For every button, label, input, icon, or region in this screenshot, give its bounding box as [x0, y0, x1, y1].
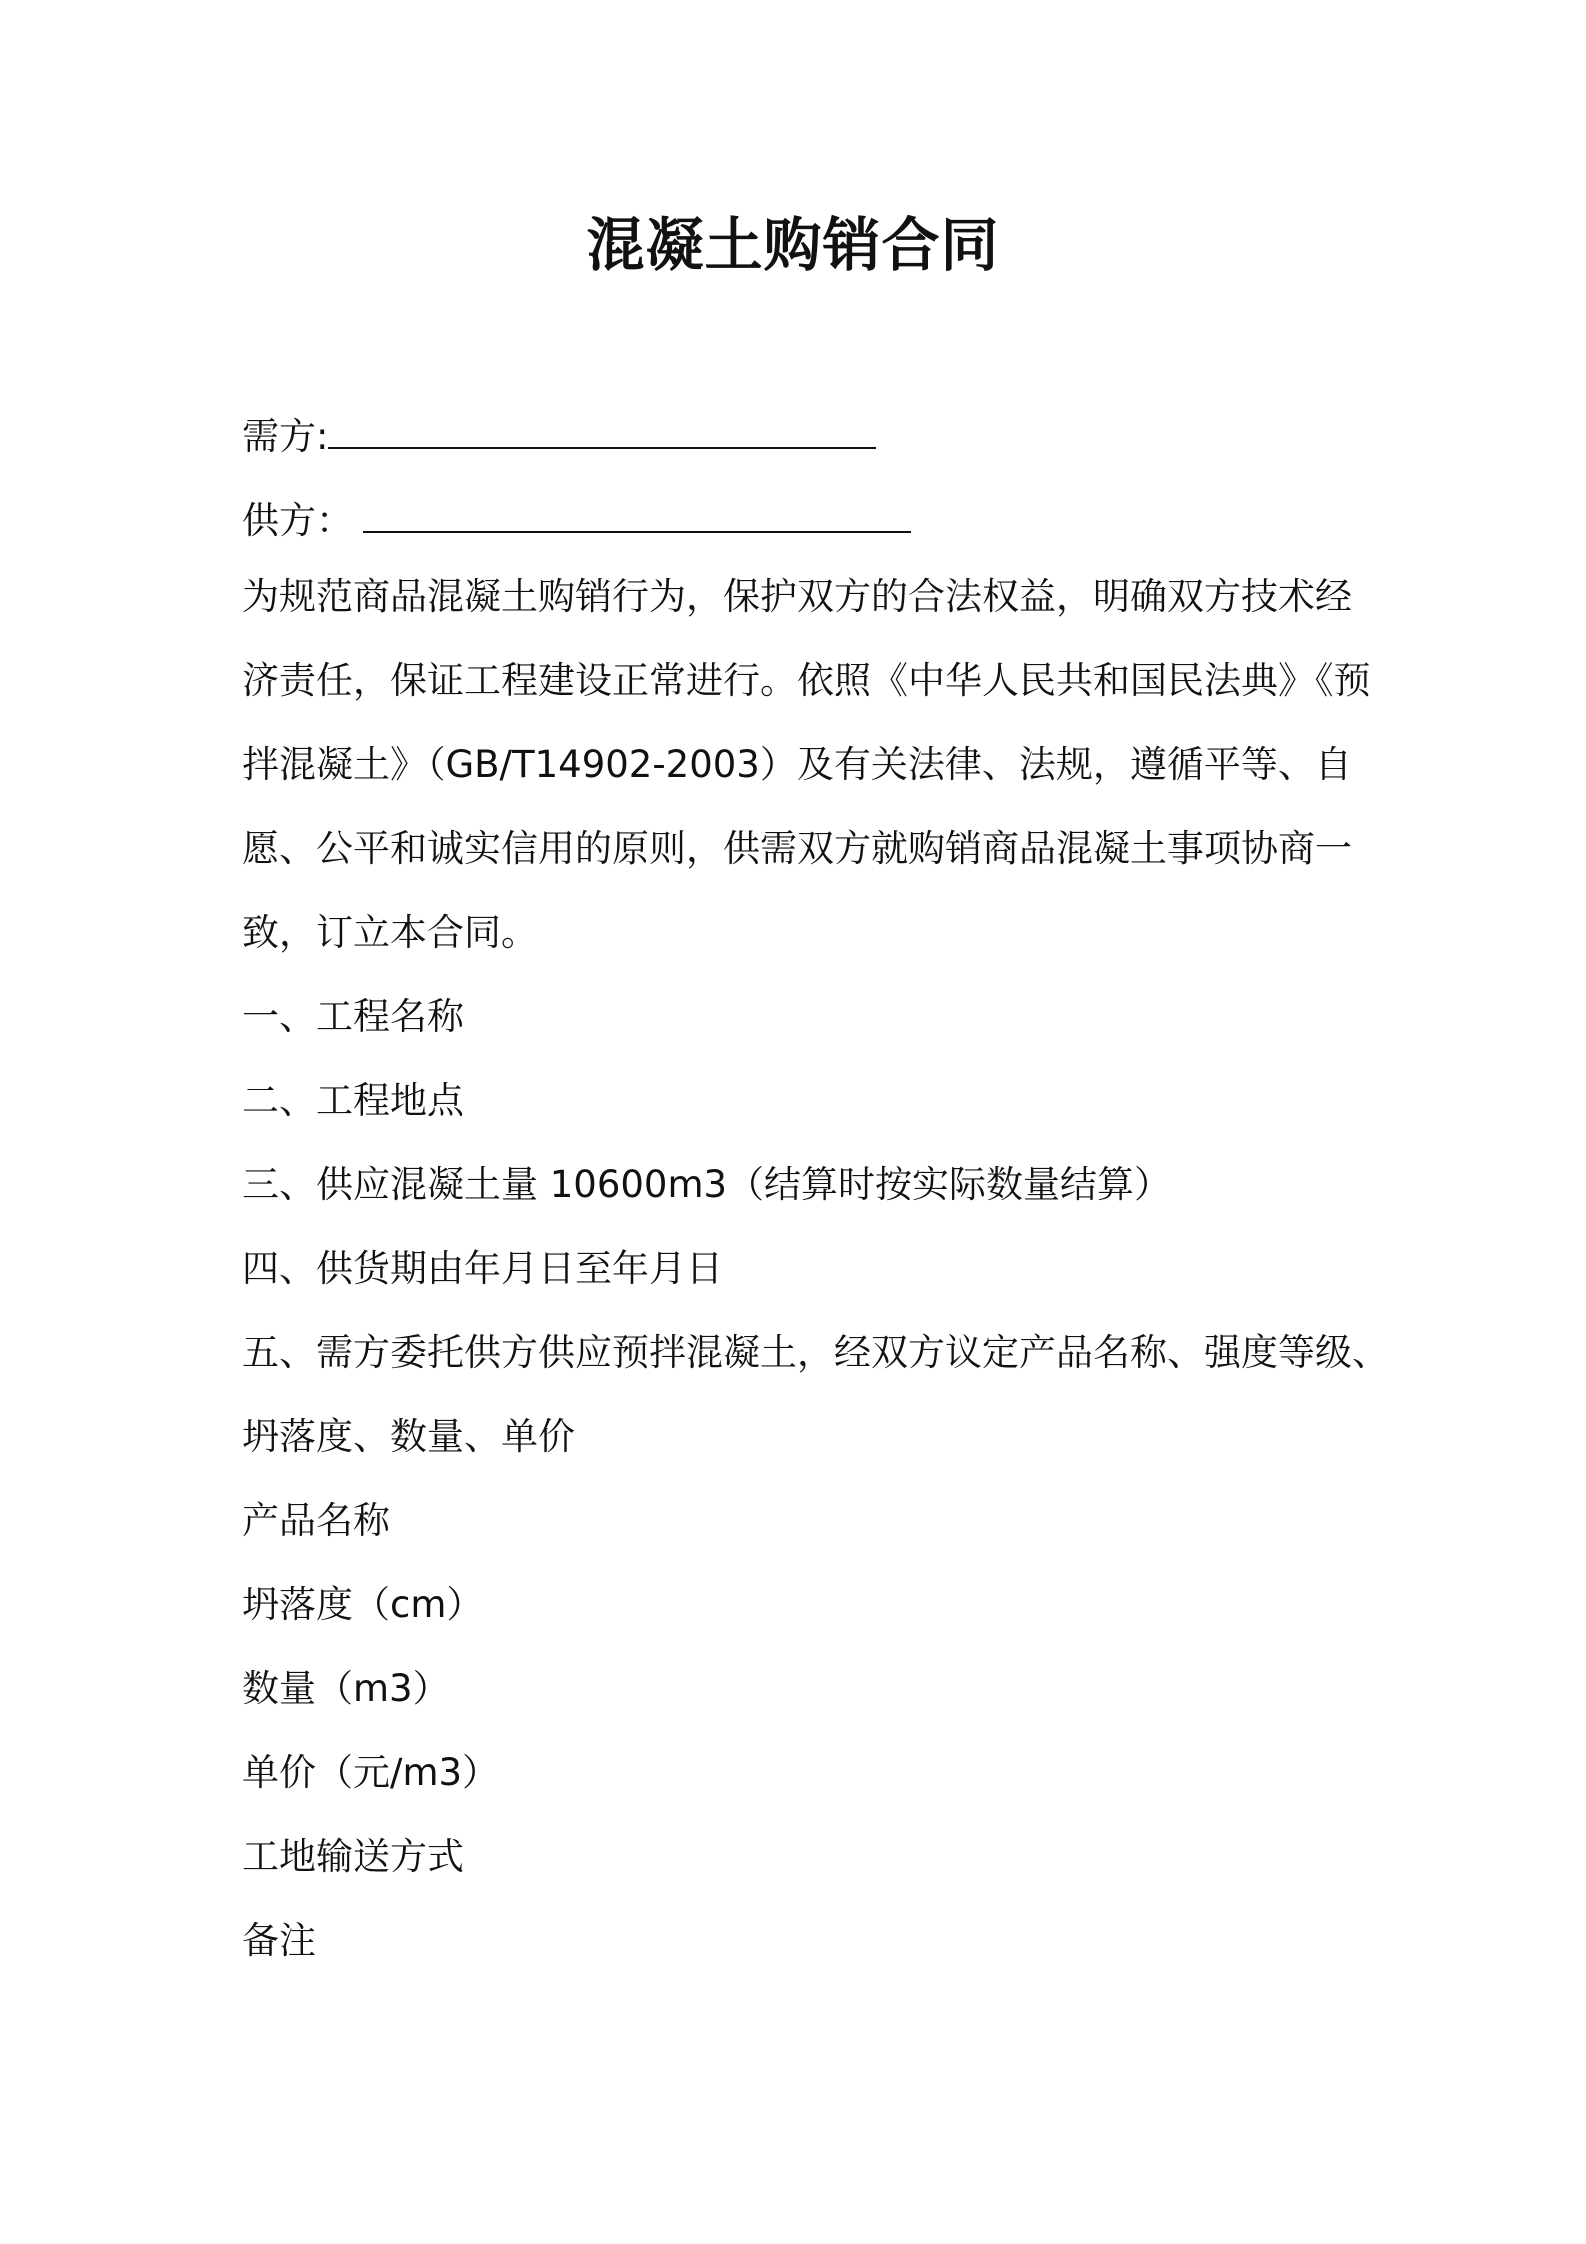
- intro-line: 拌混凝土》（GB/T14902-2003）及有关法律、法规，遵循平等、自: [242, 743, 1352, 786]
- field-delivery-method: 工地输送方式: [242, 1835, 464, 1878]
- field-slump: 坍落度（cm）: [242, 1583, 484, 1626]
- intro-line: 为规范商品混凝土购销行为，保护双方的合法权益，明确双方技术经: [242, 575, 1352, 618]
- clause-supply-period: 四、供货期由年月日至年月日: [242, 1247, 723, 1290]
- intro-line: 致，订立本合同。: [242, 911, 538, 954]
- buyer-blank-line: [328, 413, 876, 449]
- clause-project-location: 二、工程地点: [242, 1079, 464, 1122]
- buyer-line: [242, 412, 1354, 462]
- clause-supply-quantity: 三、供应混凝土量 10600m3（结算时按实际数量结算）: [242, 1163, 1172, 1206]
- intro-line: 愿、公平和诚实信用的原则，供需双方就购销商品混凝土事项协商一: [242, 827, 1352, 870]
- clause-product-spec: 五、需方委托供方供应预拌混凝土，经双方议定产品名称、强度等级、: [242, 1331, 1389, 1374]
- field-unit-price: 单价（元/m3）: [242, 1751, 500, 1794]
- intro-paragraph: [242, 572, 1371, 992]
- clause-project-name: 一、工程名称: [242, 995, 464, 1038]
- buyer-label: 需方:: [242, 415, 329, 458]
- supplier-line: [242, 496, 1354, 546]
- document-title: 混凝土购销合同: [586, 211, 1000, 279]
- field-product-name: 产品名称: [242, 1499, 390, 1542]
- supplier-blank-line: [363, 497, 911, 533]
- field-quantity: 数量（m3）: [242, 1667, 450, 1710]
- supplier-label: 供方：: [242, 499, 353, 542]
- field-remarks: 备注: [242, 1919, 316, 1962]
- clause-product-spec-continued: 坍落度、数量、单价: [242, 1415, 575, 1458]
- intro-line: 济责任，保证工程建设正常进行。依照《中华人民共和国民法典》《预: [242, 659, 1371, 702]
